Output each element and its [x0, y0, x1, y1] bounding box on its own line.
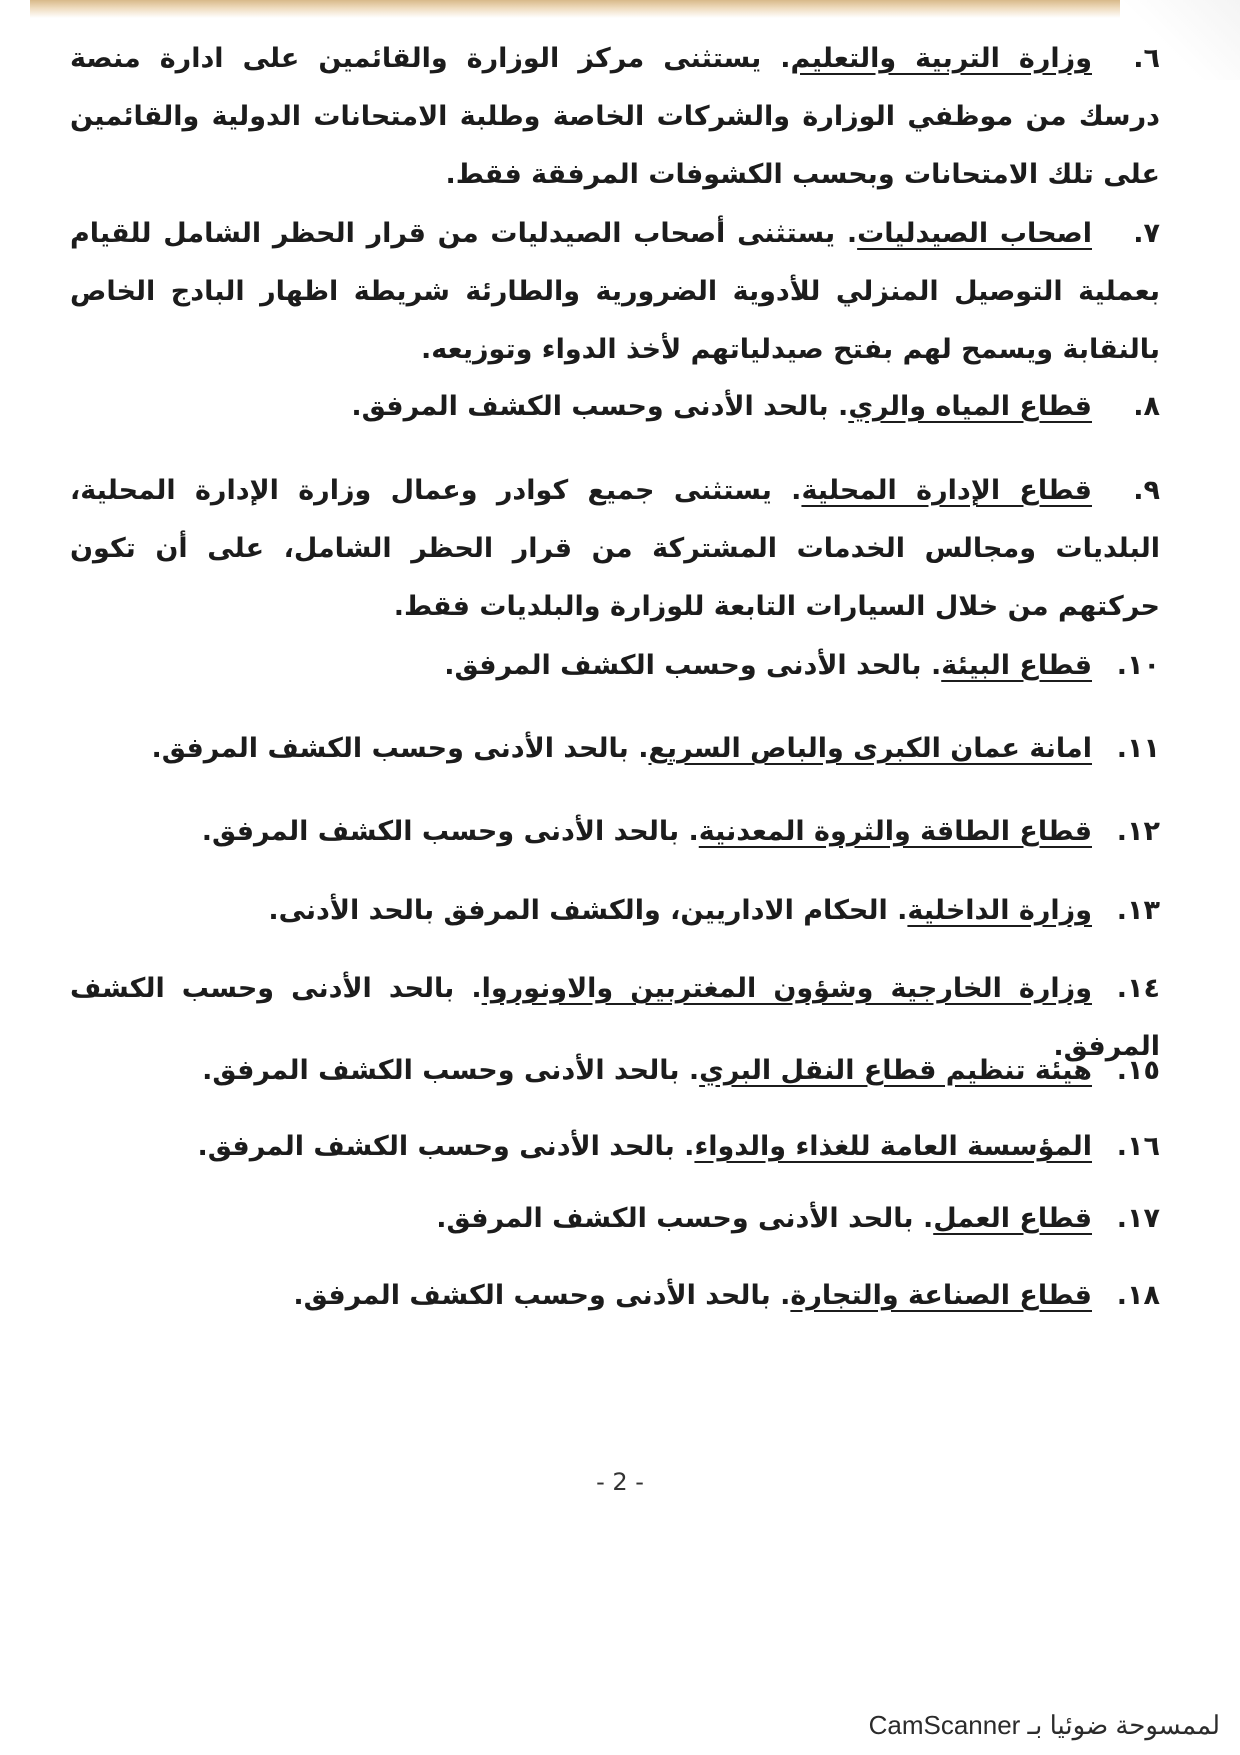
list-item — [70, 378, 1160, 436]
item-heading: المؤسسة العامة للغذاء والدواء — [694, 1131, 1092, 1162]
item-number: ١٦. — [1116, 1131, 1160, 1162]
scanner-watermark — [0, 1700, 1240, 1755]
list-item — [70, 30, 1160, 204]
item-text: . بالحد الأدنى وحسب الكشف المرفق. — [70, 973, 1160, 1062]
item-text: . بالحد الأدنى وحسب الكشف المرفق. — [293, 1280, 791, 1311]
item-heading: وزارة التربية والتعليم — [790, 43, 1092, 74]
item-heading: قطاع الطاقة والثروة المعدنية — [698, 816, 1092, 847]
item-heading: اصحاب الصيدليات — [857, 218, 1092, 249]
list-item — [70, 637, 1160, 695]
item-number: ١٥. — [1116, 1055, 1160, 1086]
item-text: . بالحد الأدنى وحسب الكشف المرفق. — [197, 1131, 695, 1162]
item-number: ١٤. — [1116, 973, 1160, 1004]
item-heading: قطاع الإدارة المحلية — [801, 475, 1092, 506]
list-item — [70, 1042, 1160, 1100]
item-text: . الحكام الاداريين، والكشف المرفق بالحد الأدنى. — [268, 895, 908, 926]
item-heading: هيئة تنظيم قطاع النقل البري — [699, 1055, 1092, 1086]
item-text: . بالحد الأدنى وحسب الكشف المرفق. — [151, 733, 649, 764]
item-heading: قطاع المياه والري — [848, 391, 1092, 422]
item-number: ١٢. — [1116, 816, 1160, 847]
watermark-text: لممسوحة ضوئيا بـ CamScanner — [868, 1710, 1220, 1740]
item-number: ١٣. — [1116, 895, 1160, 926]
item-number: ١٠. — [1116, 650, 1160, 681]
item-number: ٨. — [1133, 391, 1160, 422]
item-text: . بالحد الأدنى وحسب الكشف المرفق. — [444, 650, 942, 681]
list-item — [70, 1267, 1160, 1325]
item-text: . يستثنى جميع كوادر وعمال وزارة الإدارة المحلية، البلديات ومجالس الخدمات المشتركة من قرار الحظر الشامل، على أن تكون حركتهم من خلال السيارات التابعة للوزارة والبلديات فقط. — [70, 475, 1160, 622]
list-item — [70, 720, 1160, 778]
list-item — [70, 205, 1160, 379]
list-item — [70, 882, 1160, 940]
item-heading: وزارة الداخلية — [907, 895, 1092, 926]
page-number: - 2 - — [596, 1468, 644, 1496]
scan-edge — [30, 0, 1130, 18]
item-text: . بالحد الأدنى وحسب الكشف المرفق. — [201, 816, 699, 847]
list-item — [70, 1190, 1160, 1248]
item-heading: قطاع الصناعة والتجارة — [790, 1280, 1092, 1311]
item-text: . بالحد الأدنى وحسب الكشف المرفق. — [202, 1055, 700, 1086]
item-heading: قطاع البيئة — [941, 650, 1092, 681]
item-text: . بالحد الأدنى وحسب الكشف المرفق. — [351, 391, 849, 422]
item-heading: امانة عمان الكبرى والباص السريع — [648, 733, 1092, 764]
item-heading: وزارة الخارجية وشؤون المغتربين والاونوروا — [481, 973, 1092, 1004]
item-number: ١٧. — [1116, 1203, 1160, 1234]
item-number: ٦. — [1133, 43, 1160, 74]
list-item — [70, 462, 1160, 636]
list-item — [70, 1118, 1160, 1176]
item-text: . يستثنى أصحاب الصيدليات من قرار الحظر الشامل للقيام بعملية التوصيل المنزلي للأدوية الضرورية والطارئة شريطة اظهار البادج الخاص بالنقابة ويسمح لهم بفتح صيدلياتهم لأخذ الدواء وتوزيعه. — [70, 218, 1160, 365]
item-heading: قطاع العمل — [933, 1203, 1092, 1234]
item-text: . بالحد الأدنى وحسب الكشف المرفق. — [436, 1203, 934, 1234]
item-number: ٧. — [1133, 218, 1160, 249]
list-item — [70, 803, 1160, 861]
item-text: . يستثنى مركز الوزارة والقائمين على ادارة منصة درسك من موظفي الوزارة والشركات الخاصة وطلبة الامتحانات الدولية والقائمين على تلك الامتحانات وبحسب الكشوفات المرفقة فقط. — [70, 43, 1160, 190]
item-number: ١٨. — [1116, 1280, 1160, 1311]
item-number: ٩. — [1133, 475, 1160, 506]
item-number: ١١. — [1116, 733, 1160, 764]
